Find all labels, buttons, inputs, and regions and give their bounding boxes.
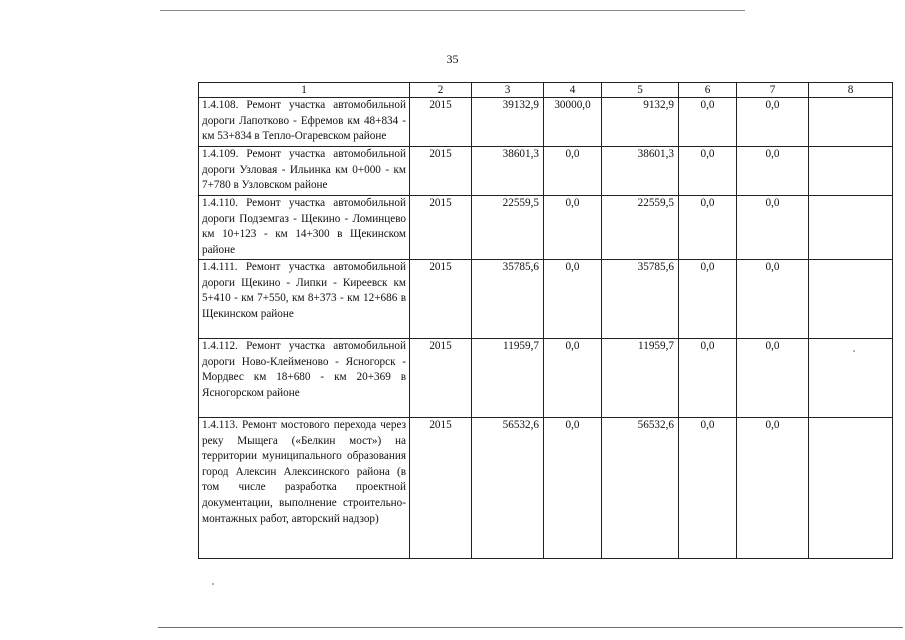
row-col7-value: 0,0 [737,98,809,147]
column-header-1: 1 [199,83,410,98]
row-col6-value: 0,0 [679,418,737,559]
scan-edge-line-bottom [158,627,903,628]
row-year: 2015 [410,147,472,196]
row-col4-value: 0,0 [544,260,602,339]
column-header-5: 5 [602,83,679,98]
row-col8-value [809,147,893,196]
column-header-3: 3 [472,83,544,98]
scan-edge-line-top [160,10,745,11]
row-year: 2015 [410,196,472,260]
column-header-4: 4 [544,83,602,98]
row-col4-value: 0,0 [544,418,602,559]
table-row [199,260,893,339]
budget-table [198,82,893,559]
row-col5-value: 56532,6 [602,418,679,559]
row-col7-value: 0,0 [737,339,809,418]
row-col6-value: 0,0 [679,98,737,147]
table-row [199,339,893,418]
row-col3-value: 39132,9 [472,98,544,147]
table-row [199,418,893,559]
row-col3-value: 11959,7 [472,339,544,418]
column-header-8: 8 [809,83,893,98]
row-col7-value: 0,0 [737,196,809,260]
row-col8-value [809,98,893,147]
column-header-6: 6 [679,83,737,98]
row-col8-value [809,418,893,559]
table-row [199,98,893,147]
row-col6-value: 0,0 [679,260,737,339]
row-year: 2015 [410,98,472,147]
row-year: 2015 [410,418,472,559]
row-col8-value [809,196,893,260]
column-header-7: 7 [737,83,809,98]
row-description: 1.4.109. Ремонт участка автомобильной дороги Узловая - Ильинка км 0+000 - км 7+780 в Узловском районе [199,147,410,196]
row-col5-value: 22559,5 [602,196,679,260]
table-row [199,196,893,260]
row-col8-value [809,339,893,418]
row-col6-value: 0,0 [679,196,737,260]
row-col6-value: 0,0 [679,339,737,418]
row-description: 1.4.113. Ремонт мостового перехода через реку Мыщега («Белкин мост») на территории муниципального образования город Алексин Алексинского района (в том числе разработка проектной документации, выполнение строительно-монтажных работ, авторский надзор) [199,418,410,559]
row-col4-value: 0,0 [544,147,602,196]
row-description: 1.4.111. Ремонт участка автомобильной дороги Щекино - Липки - Киреевск км 5+410 - км 7+550, км 8+373 - км 12+686 в Щекинском районе [199,260,410,339]
scan-speck [853,350,855,352]
row-year: 2015 [410,260,472,339]
table-row [199,147,893,196]
row-col4-value: 0,0 [544,196,602,260]
row-col3-value: 22559,5 [472,196,544,260]
row-col6-value: 0,0 [679,147,737,196]
row-col5-value: 11959,7 [602,339,679,418]
row-col7-value: 0,0 [737,418,809,559]
row-description: 1.4.112. Ремонт участка автомобильной дороги Ново-Клейменово - Ясногорск - Мордвес км 18+680 - км 20+369 в Ясногорском районе [199,339,410,418]
row-col3-value: 38601,3 [472,147,544,196]
row-col7-value: 0,0 [737,147,809,196]
row-year: 2015 [410,339,472,418]
row-col3-value: 35785,6 [472,260,544,339]
row-col7-value: 0,0 [737,260,809,339]
row-col5-value: 38601,3 [602,147,679,196]
row-col4-value: 30000,0 [544,98,602,147]
row-col5-value: 35785,6 [602,260,679,339]
row-col3-value: 56532,6 [472,418,544,559]
page-number: 35 [446,52,459,66]
row-description: 1.4.108. Ремонт участка автомобильной дороги Лапотково - Ефремов км 48+834 - км 53+834 в Тепло-Огаревском районе [199,98,410,147]
row-col4-value: 0,0 [544,339,602,418]
row-col5-value: 9132,9 [602,98,679,147]
row-col8-value [809,260,893,339]
row-description: 1.4.110. Ремонт участка автомобильной дороги Подземгаз - Щекино - Ломинцево км 10+123 - км 14+300 в Щекинском районе [199,196,410,260]
table-header-row [199,83,893,98]
column-header-2: 2 [410,83,472,98]
scan-speck [212,583,214,585]
